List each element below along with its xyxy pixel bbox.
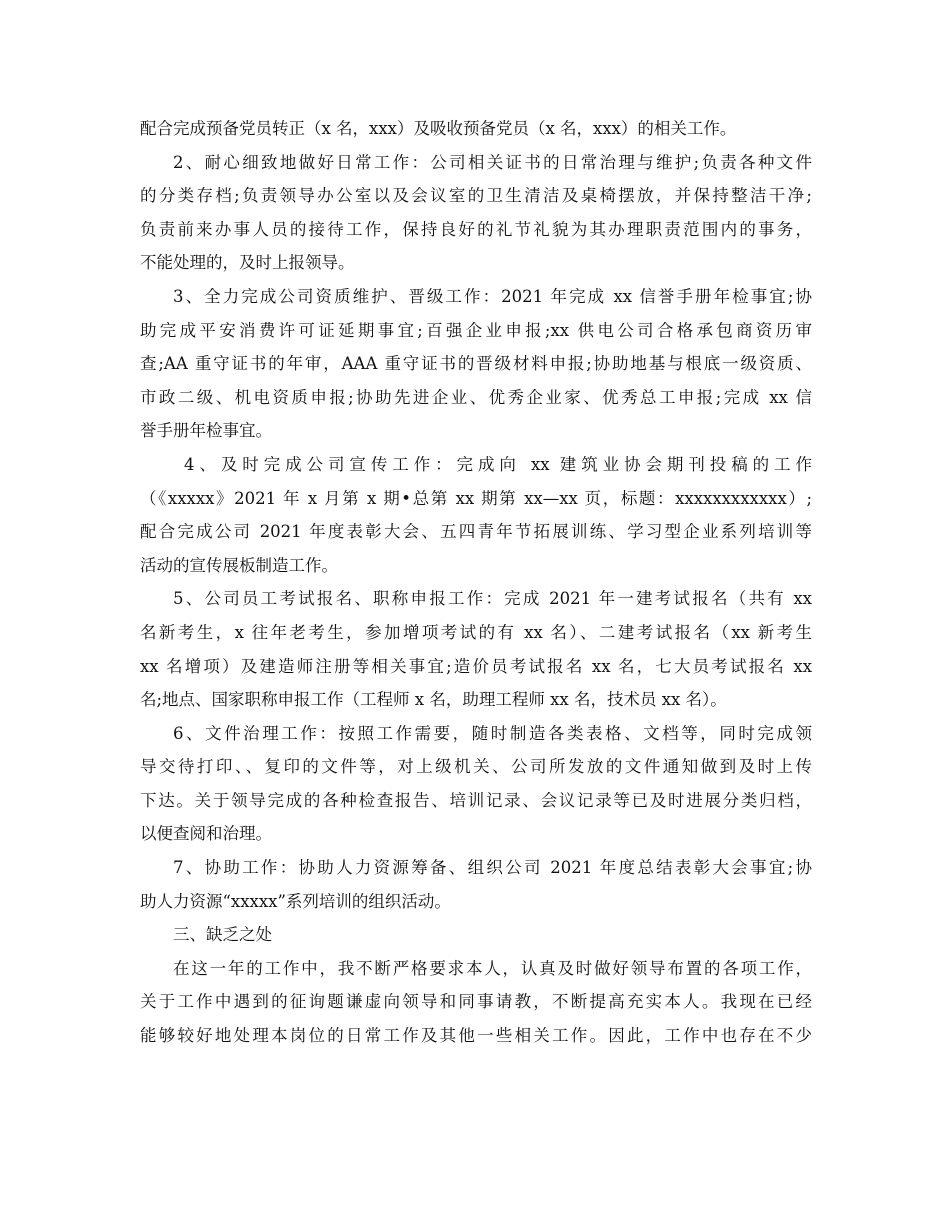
- text-line: xx 名增项）及建造师注册等相关事宜;造价员考试报名 xx 名，七大员考试报名 xx: [140, 656, 812, 676]
- text-line: 以便查阅和治理。: [140, 824, 272, 844]
- text-line: （《xxxxx》2021 年 x 月第 x 期•总第 xx 期第 xx—xx 页，标题：xxxxxxxxxxxx）;: [140, 488, 812, 508]
- text-line: 能够较好地处理本岗位的日常工作及其他一些相关工作。因此，工作中也存在不少: [140, 1026, 812, 1046]
- text-line: 助完成平安消费许可证延期事宜;百强企业申报;xx 供电公司合格承包商资历审: [140, 320, 812, 340]
- text-line: 名;地点、国家职称申报工作（工程师 x 名，助理工程师 xx 名，技术员 xx 名）。: [140, 690, 727, 710]
- text-line: 7、协助工作：协助人力资源筹备、组织公司 2021 年度总结表彰大会事宜;协: [173, 858, 812, 878]
- text-line: 关于工作中遇到的征询题谦虚向领导和同事请教，不断提高充实本人。我现在已经: [140, 992, 812, 1012]
- text-line: 配合完成公司 2021 年度表彰大会、五四青年节拓展训练、学习型企业系列培训等: [140, 522, 812, 542]
- text-line: 4、及时完成公司宣传工作：完成向 xx 建筑业协会期刊投稿的工作: [184, 454, 812, 474]
- text-line: 5、公司员工考试报名、职称申报工作：完成 2021 年一建考试报名（共有 xx: [173, 589, 812, 609]
- text-line: 不能处理的，及时上报领导。: [140, 253, 355, 273]
- text-line: 导交待打印、、复印的文件等，对上级机关、公司所发放的文件通知做到及时上传: [140, 757, 812, 777]
- text-line: 三、缺乏之处: [173, 925, 272, 945]
- text-line: 6、文件治理工作：按照工作需要，随时制造各类表格、文档等，同时完成领: [173, 723, 812, 743]
- text-line: 助人力资源“xxxxx”系列培训的组织活动。: [140, 891, 451, 911]
- text-line: 在这一年的工作中，我不断严格要求本人，认真及时做好领导布置的各项工作，: [173, 958, 812, 978]
- text-line: 誉手册年检事宜。: [140, 421, 272, 441]
- text-line: 的分类存档;负责领导办公室以及会议室的卫生清洁及桌椅摆放，并保持整洁干净;: [140, 186, 812, 206]
- text-line: 2、耐心细致地做好日常工作：公司相关证书的日常治理与维护;负责各种文件: [173, 152, 812, 172]
- document-body: [140, 112, 812, 1053]
- text-line: 市政二级、机电资质申报;协助先进企业、优秀企业家、优秀总工申报;完成 xx 信: [140, 387, 812, 407]
- text-line: 下达。关于领导完成的各种检查报告、培训记录、会议记录等已及时进展分类归档，: [140, 790, 812, 810]
- text-line: 3、全力完成公司资质维护、晋级工作：2021 年完成 xx 信誉手册年检事宜;协: [173, 286, 812, 306]
- text-line: 活动的宣传展板制造工作。: [140, 555, 338, 575]
- text-line: 查;AA 重守证书的年审，AAA 重守证书的晋级材料申报;协助地基与根底一级资质、: [140, 354, 812, 374]
- text-line: 负责前来办事人员的接待工作，保持良好的礼节礼貌为其办理职责范围内的事务，: [140, 219, 812, 239]
- text-line: 名新考生，x 往年老考生，参加增项考试的有 xx 名）、二建考试报名（xx 新考生: [140, 622, 812, 642]
- text-line: 配合完成预备党员转正（x 名，xxx）及吸收预备党员（x 名，xxx）的相关工作。: [140, 119, 737, 138]
